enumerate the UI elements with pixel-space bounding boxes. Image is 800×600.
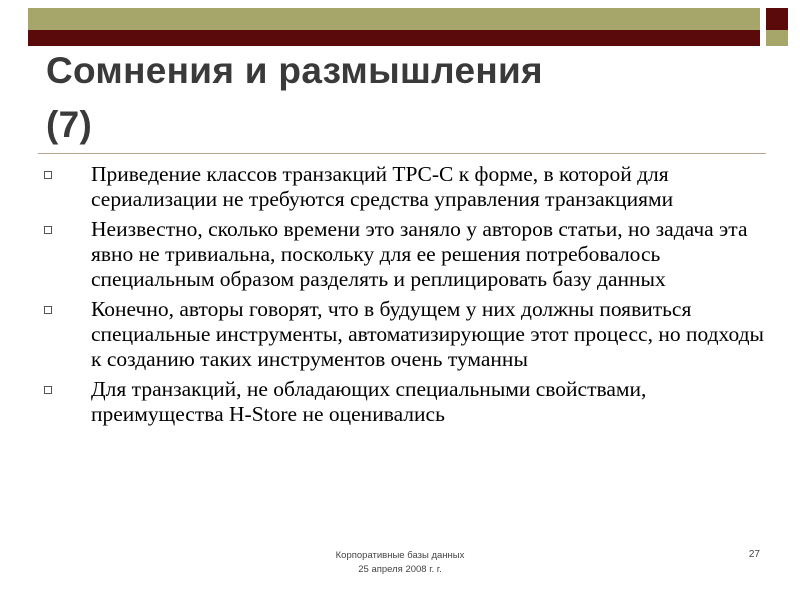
footer-course-title: Корпоративные базы данных: [335, 550, 465, 561]
header-bar-olive: [28, 8, 760, 30]
footer-course-info: [300, 549, 500, 577]
bullet-item: [44, 217, 774, 292]
header-square-maroon: [766, 8, 788, 30]
bullet-text: Неизвестно, сколько времени это заняло у авторов статьи, но задача эта явно не тривиальна, поскольку для ее решения потребовалось специальным образом разделять и реплицировать базу данных: [91, 217, 748, 291]
hollow-square-bullet-icon: [44, 306, 52, 314]
footer-date: 25 апреля 2008 г. г.: [358, 564, 442, 575]
bullet-text: Приведение классов транзакций TPC-C к форме, в которой для сериализации не требуются средства управления транзакциями: [91, 162, 674, 211]
bullet-text: Для транзакций, не обладающих специальными свойствами, преимущества H-Store не оценивались: [91, 377, 647, 426]
title-divider: [38, 153, 766, 154]
bullet-item: [44, 162, 774, 212]
hollow-square-bullet-icon: [44, 171, 52, 179]
bullet-text: Конечно, авторы говорят, что в будущем у них должны появиться специальные инструменты, автоматизирующие этот процесс, но подходы к созданию таких инструментов очень туманны: [91, 297, 764, 371]
header-square-olive: [766, 30, 788, 46]
bullet-list: [44, 162, 774, 432]
slide-title-line-2: (7): [46, 103, 93, 145]
hollow-square-bullet-icon: [44, 386, 52, 394]
slide-page-number: 27: [748, 549, 760, 560]
slide-title: [46, 44, 746, 151]
bullet-item: [44, 377, 774, 427]
hollow-square-bullet-icon: [44, 226, 52, 234]
bullet-item: [44, 297, 774, 372]
slide-title-line-1: Сомнения и размышления: [46, 50, 543, 91]
